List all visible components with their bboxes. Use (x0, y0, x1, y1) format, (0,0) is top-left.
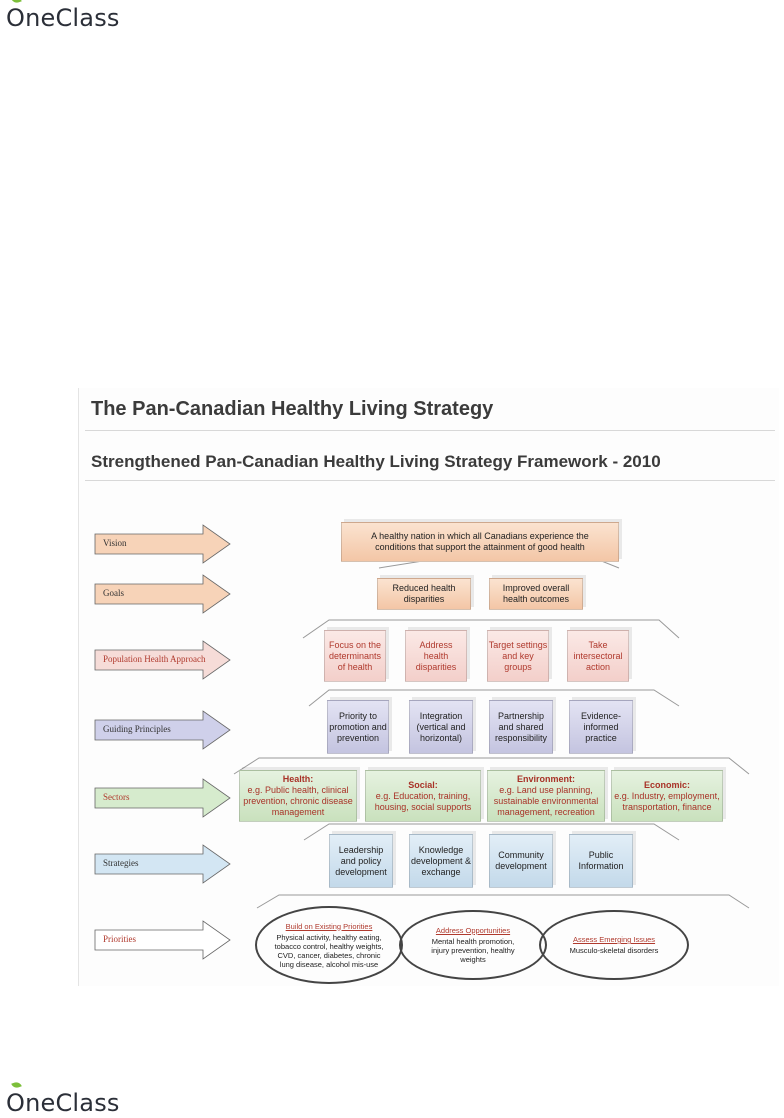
strategy-box: Public Information (569, 834, 633, 888)
priority-body: Mental health promotion, injury prevention, healthy weights (431, 937, 515, 964)
row-guiding-principles (93, 710, 231, 750)
sector-body: e.g. Public health, clinical prevention, chronic disease management (243, 785, 353, 817)
population-health-box: Target settings and key groups (487, 630, 549, 682)
row-label: Vision (103, 538, 127, 548)
strategy-box: Knowledge development & exchange (409, 834, 473, 888)
row-strategies (93, 844, 231, 884)
sector-body: e.g. Education, training, housing, social supports (374, 790, 472, 812)
roof-lines (79, 388, 779, 986)
oneclass-logo-footer (6, 1088, 120, 1118)
priority-oval (399, 910, 547, 980)
goal-box: Improved overall health outcomes (489, 578, 583, 610)
priority-oval (539, 910, 689, 980)
goal-box: Reduced health disparities (377, 578, 471, 610)
row-priorities (93, 920, 231, 960)
sector-box-health (239, 770, 357, 822)
row-label: Population Health Approach (103, 654, 206, 664)
oneclass-logo (6, 3, 120, 33)
guiding-principle-box: Evidence-informed practice (569, 700, 633, 754)
priority-head: Address Opportunities (435, 926, 511, 935)
sector-head: Social: (408, 779, 438, 790)
figure-title: The Pan-Canadian Healthy Living Strategy (91, 398, 494, 420)
logo-text: OneClass (6, 1089, 120, 1117)
strategy-box: Community development (489, 834, 553, 888)
guiding-principle-box: Integration (vertical and horizontal) (409, 700, 473, 754)
sector-body: e.g. Industry, employment, transportation, finance (614, 790, 720, 812)
row-label: Goals (103, 588, 124, 598)
population-health-box: Take intersectoral action (567, 630, 629, 682)
sector-head: Environment: (516, 774, 575, 784)
row-sectors (93, 778, 231, 818)
population-health-box: Focus on the determinants of health (324, 630, 386, 682)
row-vision (93, 524, 231, 564)
guiding-principle-box: Partnership and shared responsibility (489, 700, 553, 754)
row-goals (93, 574, 231, 614)
sector-body: e.g. Land use planning, sustainable environmental management, recreation (493, 785, 599, 817)
sector-box-economic (611, 770, 723, 822)
priority-body: Physical activity, healthy eating, tobacco control, healthy weights, CVD, cancer, diabetes, chronic lung disease, alcohol mis-use (274, 932, 384, 969)
population-health-box: Address health disparities (405, 630, 467, 682)
sector-head: Economic: (643, 779, 690, 790)
sector-box-environment (487, 770, 605, 822)
sector-box-social (365, 770, 481, 822)
priority-oval (255, 906, 403, 984)
row-label: Strategies (103, 858, 139, 868)
priority-head: Assess Emerging Issues (572, 935, 656, 944)
logo-text: OneClass (6, 4, 120, 32)
row-label: Priorities (103, 934, 136, 944)
strategy-box: Leadership and policy development (329, 834, 393, 888)
row-population-health (93, 640, 231, 680)
guiding-principle-box: Priority to promotion and prevention (327, 700, 389, 754)
framework-figure (78, 388, 779, 986)
priority-head: Build on Existing Priorities (285, 921, 373, 931)
sector-head: Health: (282, 774, 314, 784)
row-label: Guiding Principles (103, 724, 171, 734)
priority-body: Musculo-skeletal disorders (569, 946, 659, 955)
vision-box: A healthy nation in which all Canadians experience the conditions that support the attainment of good health (341, 522, 619, 562)
row-label: Sectors (103, 792, 130, 802)
figure-subtitle: Strengthened Pan-Canadian Healthy Living Strategy Framework - 2010 (91, 452, 661, 471)
